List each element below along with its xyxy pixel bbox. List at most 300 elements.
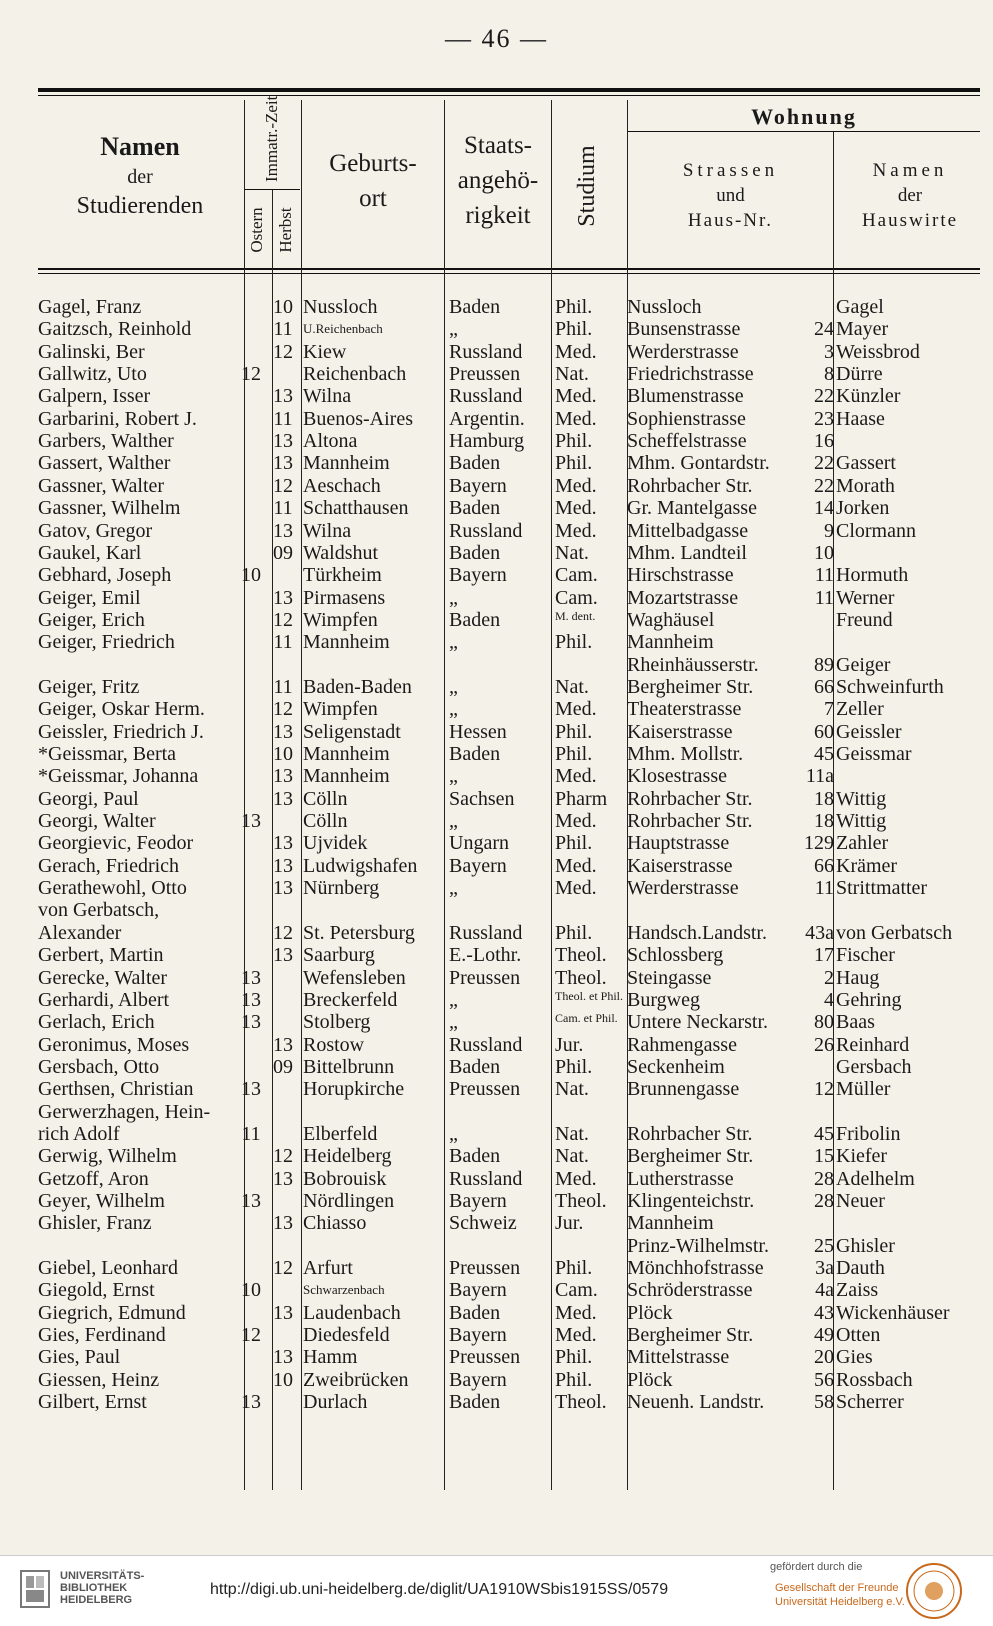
student-name: Galpern, Isser bbox=[38, 385, 151, 408]
landlord-name: Geissler bbox=[836, 720, 902, 743]
header-wirte-3: Hauswirte bbox=[861, 209, 959, 231]
table-row bbox=[0, 452, 993, 474]
immatr-herbst: 13 bbox=[273, 452, 293, 475]
table-row bbox=[0, 810, 993, 832]
immatr-herbst: 13 bbox=[273, 765, 293, 788]
table-row bbox=[0, 1257, 993, 1279]
study-field: Med. bbox=[555, 765, 597, 788]
header-rule-thin bbox=[38, 273, 980, 274]
study-field: Med. bbox=[555, 1324, 597, 1347]
student-name: Gersbach, Otto bbox=[38, 1055, 160, 1078]
study-field: Med. bbox=[555, 877, 597, 900]
table-row bbox=[0, 609, 993, 631]
student-name: Gerlach, Erich bbox=[38, 1011, 155, 1034]
street: Bergheimer Str. bbox=[627, 675, 754, 698]
house-number: 45 bbox=[814, 1122, 834, 1145]
house-number: 12 bbox=[814, 1078, 834, 1101]
nationality: Russland bbox=[449, 1033, 523, 1056]
house-number: 129 bbox=[804, 832, 834, 855]
immatr-herbst: 13 bbox=[273, 430, 293, 453]
landlord-name: Müller bbox=[836, 1078, 891, 1101]
house-number: 3 bbox=[824, 340, 834, 363]
street: Klingenteichstr. bbox=[627, 1190, 755, 1212]
street: Brunnengasse bbox=[627, 1078, 740, 1101]
table-row bbox=[0, 698, 993, 720]
house-number: 16 bbox=[814, 430, 834, 453]
street: Scheffelstrasse bbox=[627, 430, 747, 453]
birthplace: Schwarzenbach bbox=[303, 1282, 385, 1298]
street: Rohrbacher Str. bbox=[627, 1122, 753, 1145]
street: Plöck bbox=[627, 1301, 673, 1324]
table-row bbox=[0, 385, 993, 407]
student-name: Gerach, Friedrich bbox=[38, 854, 180, 877]
student-name: Gies, Paul bbox=[38, 1346, 121, 1369]
nationality: „ bbox=[449, 698, 458, 721]
table-row bbox=[0, 877, 993, 899]
study-field: Nat. bbox=[555, 363, 589, 386]
street: Rohrbacher Str. bbox=[627, 810, 753, 833]
nationality: Baden bbox=[449, 1055, 501, 1078]
immatr-ostern: 12 bbox=[241, 1324, 261, 1347]
student-name: Getzoff, Aron bbox=[38, 1167, 149, 1190]
table-row bbox=[0, 1391, 993, 1413]
nationality: Preussen bbox=[449, 1078, 521, 1101]
study-field: Phil. bbox=[555, 1368, 593, 1391]
immatr-herbst: 13 bbox=[273, 519, 293, 542]
street: Mhm. Landteil bbox=[627, 541, 747, 564]
table-row bbox=[0, 296, 993, 318]
street: Hauptstrasse bbox=[627, 832, 730, 855]
landlord-name: Wittig bbox=[836, 787, 887, 810]
nationality: Russland bbox=[449, 385, 523, 408]
header-namen-title: Namen bbox=[100, 132, 180, 161]
street: Waghäusel bbox=[627, 608, 715, 631]
landlord-name: Strittmatter bbox=[836, 877, 928, 900]
library-line-3: HEIDELBERG bbox=[60, 1594, 133, 1606]
nationality: „ bbox=[449, 810, 458, 833]
birthplace: Wimpfen bbox=[303, 608, 378, 631]
immatr-herbst: 12 bbox=[273, 474, 293, 497]
society-line-2: Universität Heidelberg e.V. bbox=[775, 1596, 905, 1608]
study-field: Jur. bbox=[555, 1212, 584, 1235]
header-wohnung: Wohnung bbox=[751, 104, 857, 129]
immatr-herbst: 11 bbox=[273, 318, 293, 341]
house-number: 28 bbox=[814, 1167, 834, 1190]
landlord-name: Gehring bbox=[836, 988, 902, 1011]
house-number: 8 bbox=[824, 363, 834, 386]
landlord-name: Weissbrod bbox=[836, 340, 920, 363]
header-ostern: Ostern bbox=[247, 207, 266, 253]
study-field: Nat. bbox=[555, 541, 589, 564]
student-name: Garbers, Walther bbox=[38, 430, 174, 453]
nationality: „ bbox=[449, 631, 458, 654]
house-number: 26 bbox=[814, 1033, 834, 1056]
birthplace: Laudenbach bbox=[303, 1301, 401, 1324]
header-namen-studierenden: Studierenden bbox=[76, 192, 204, 219]
student-name: Gebhard, Joseph bbox=[38, 564, 172, 587]
nationality: „ bbox=[449, 988, 458, 1011]
nationality: Russland bbox=[449, 340, 523, 363]
header-namen-der: der bbox=[127, 165, 153, 188]
birthplace: Nussloch bbox=[303, 296, 378, 318]
house-number: 24 bbox=[814, 318, 834, 341]
nationality: „ bbox=[449, 877, 458, 900]
landlord-name: Zaiss bbox=[836, 1279, 879, 1302]
house-number: 22 bbox=[814, 474, 834, 497]
immatr-herbst: 13 bbox=[273, 1167, 293, 1190]
immatr-ostern: 13 bbox=[241, 1391, 261, 1414]
study-field: Nat. bbox=[555, 675, 589, 698]
immatr-herbst: 13 bbox=[273, 1212, 293, 1235]
student-name: Georgi, Walter bbox=[38, 810, 156, 833]
street: Gr. Mantelgasse bbox=[627, 497, 757, 520]
student-name: von Gerbatsch, bbox=[38, 899, 160, 922]
street: Rohrbacher Str. bbox=[627, 474, 753, 497]
street: Bunsenstrasse bbox=[627, 318, 741, 341]
study-field: Med. bbox=[555, 1301, 597, 1324]
table-row bbox=[0, 564, 993, 586]
table-row bbox=[0, 497, 993, 519]
immatr-herbst: 13 bbox=[273, 720, 293, 743]
immatr-herbst: 09 bbox=[273, 1055, 293, 1078]
nationality: Baden bbox=[449, 541, 501, 564]
table-row bbox=[0, 1078, 993, 1100]
birthplace: Cölln bbox=[303, 810, 348, 833]
birthplace: Arfurt bbox=[303, 1257, 353, 1280]
student-name: Georgievic, Feodor bbox=[38, 832, 194, 855]
house-number: 11 bbox=[814, 564, 834, 587]
nationality: Baden bbox=[449, 608, 501, 631]
house-number: 14 bbox=[814, 497, 834, 520]
study-field: Pharm bbox=[555, 787, 608, 810]
header-staats-2: angehö- bbox=[457, 166, 539, 194]
table-row bbox=[0, 430, 993, 452]
nationality: „ bbox=[449, 765, 458, 788]
birthplace: Ludwigshafen bbox=[303, 854, 418, 877]
landlord-name: Fischer bbox=[836, 944, 895, 967]
immatr-herbst: 11 bbox=[273, 631, 293, 654]
study-field: Phil. bbox=[555, 1055, 593, 1078]
street: Handsch.Landstr. bbox=[627, 921, 767, 944]
study-field: Med. bbox=[555, 519, 597, 542]
birthplace: Wefensleben bbox=[303, 966, 406, 989]
landlord-name: Neuer bbox=[836, 1190, 885, 1212]
birthplace: Wimpfen bbox=[303, 698, 378, 721]
student-name: rich Adolf bbox=[38, 1122, 120, 1145]
table-row bbox=[0, 832, 993, 854]
table-row bbox=[0, 520, 993, 542]
landlord-name: Dürre bbox=[836, 363, 883, 386]
nationality: Hamburg bbox=[449, 430, 525, 453]
birthplace: Hamm bbox=[303, 1346, 358, 1369]
house-number: 89 bbox=[814, 653, 834, 676]
study-field: Med. bbox=[555, 698, 597, 721]
birthplace: Zweibrücken bbox=[303, 1368, 409, 1391]
house-number: 18 bbox=[814, 787, 834, 810]
immatr-herbst: 11 bbox=[273, 675, 293, 698]
student-name: Geiger, Fritz bbox=[38, 675, 140, 698]
header-wirte-2: der bbox=[897, 184, 923, 206]
immatr-herbst: 12 bbox=[273, 698, 293, 721]
landlord-name: Zeller bbox=[836, 698, 884, 721]
study-field: Nat. bbox=[555, 1078, 589, 1101]
immatr-ostern: 13 bbox=[241, 810, 261, 833]
study-field: Theol. bbox=[555, 944, 607, 967]
header-rule bbox=[38, 268, 980, 270]
house-number: 43a bbox=[805, 921, 834, 944]
nationality: Bayern bbox=[449, 474, 507, 497]
birthplace: Rostow bbox=[303, 1033, 365, 1056]
nationality: E.-Lothr. bbox=[449, 944, 522, 967]
nationality: Baden bbox=[449, 1391, 501, 1414]
study-field: Cam. et Phil. bbox=[555, 1011, 618, 1026]
table-row bbox=[0, 408, 993, 430]
house-number: 43 bbox=[814, 1301, 834, 1324]
funded-by-text: gefördert durch die bbox=[770, 1561, 863, 1573]
birthplace: Mannheim bbox=[303, 743, 390, 765]
house-number: 10 bbox=[814, 541, 834, 564]
table-row bbox=[0, 1123, 993, 1145]
nationality: „ bbox=[449, 675, 458, 698]
student-name: Gerathewohl, Otto bbox=[38, 877, 187, 900]
table-row bbox=[0, 721, 993, 743]
table-row bbox=[0, 1279, 993, 1301]
street: Friedrichstrasse bbox=[627, 363, 754, 386]
immatr-ostern: 13 bbox=[241, 1190, 261, 1212]
street: Mönchhofstrasse bbox=[627, 1257, 764, 1280]
header-staats-3: rigkeit bbox=[465, 201, 531, 229]
table-row bbox=[0, 1190, 993, 1212]
immatr-herbst: 13 bbox=[273, 854, 293, 877]
nationality: Baden bbox=[449, 497, 501, 520]
study-field: Nat. bbox=[555, 1122, 589, 1145]
nationality: Bayern bbox=[449, 1190, 507, 1212]
street: Untere Neckarstr. bbox=[627, 1011, 769, 1034]
immatr-herbst: 13 bbox=[273, 787, 293, 810]
header-herbst: Herbst bbox=[276, 207, 295, 253]
street: Mhm. Mollstr. bbox=[627, 743, 744, 765]
birthplace: Stolberg bbox=[303, 1011, 371, 1034]
landlord-name: Morath bbox=[836, 474, 895, 497]
student-name: Gassner, Wilhelm bbox=[38, 497, 181, 520]
birthplace: Mannheim bbox=[303, 631, 390, 654]
landlord-name: Kiefer bbox=[836, 1145, 888, 1168]
street: Burgweg bbox=[627, 988, 700, 1011]
student-name: Alexander bbox=[38, 921, 122, 944]
study-field: Med. bbox=[555, 340, 597, 363]
landlord-name: Wickenhäuser bbox=[836, 1301, 950, 1324]
immatr-herbst: 12 bbox=[273, 340, 293, 363]
landlord-name: Wittig bbox=[836, 810, 887, 833]
street: Werderstrasse bbox=[627, 340, 739, 363]
immatr-herbst: 13 bbox=[273, 385, 293, 408]
study-field: Phil. bbox=[555, 921, 593, 944]
nationality: Bayern bbox=[449, 854, 507, 877]
street: Sophienstrasse bbox=[627, 407, 746, 430]
study-field: Theol. bbox=[555, 1190, 607, 1212]
street: Mittelstrasse bbox=[627, 1346, 730, 1369]
table-row bbox=[0, 989, 993, 1011]
street: Rahmengasse bbox=[627, 1033, 737, 1056]
library-line-1: UNIVERSITÄTS- bbox=[60, 1570, 145, 1582]
nationality: Russland bbox=[449, 921, 523, 944]
nationality: Bayern bbox=[449, 1279, 507, 1302]
street: Rheinhäusserstr. bbox=[627, 653, 759, 676]
source-url[interactable]: http://digi.ub.uni-heidelberg.de/diglit/UA1910WSbis1915SS/0579 bbox=[210, 1581, 669, 1598]
landlord-name: Otten bbox=[836, 1324, 881, 1347]
student-name: Geiger, Erich bbox=[38, 608, 145, 631]
header-strassen-3: Haus-Nr. bbox=[687, 209, 774, 231]
street: Plöck bbox=[627, 1368, 673, 1391]
table-row bbox=[0, 1346, 993, 1368]
student-name: Geissler, Friedrich J. bbox=[38, 720, 204, 743]
street: Nussloch bbox=[627, 296, 702, 318]
immatr-herbst: 13 bbox=[273, 877, 293, 900]
header-geburtsort bbox=[303, 150, 443, 214]
table-row bbox=[0, 1369, 993, 1391]
student-name: Garbarini, Robert J. bbox=[38, 407, 197, 430]
page-number: — 46 — bbox=[445, 24, 548, 53]
birthplace: Mannheim bbox=[303, 765, 390, 788]
birthplace: Altona bbox=[303, 430, 358, 453]
house-number: 4a bbox=[815, 1279, 834, 1302]
table-row bbox=[0, 1324, 993, 1346]
table-row bbox=[0, 765, 993, 787]
header-studium: Studium bbox=[574, 145, 600, 227]
library-line-2: BIBLIOTHEK bbox=[60, 1582, 128, 1594]
nationality: Baden bbox=[449, 452, 501, 475]
house-number: 3a bbox=[815, 1257, 834, 1280]
society-line-1: Gesellschaft der Freunde bbox=[775, 1582, 899, 1594]
immatr-ostern: 13 bbox=[241, 988, 261, 1011]
house-number: 17 bbox=[814, 944, 834, 967]
student-name: Gerecke, Walter bbox=[38, 966, 168, 989]
birthplace: Wilna bbox=[303, 519, 352, 542]
landlord-name: Mayer bbox=[836, 318, 889, 341]
nationality: Argentin. bbox=[449, 407, 525, 430]
birthplace: St. Petersburg bbox=[303, 921, 415, 944]
street: Prinz-Wilhelmstr. bbox=[627, 1234, 769, 1257]
house-number: 7 bbox=[824, 698, 834, 721]
nationality: Preussen bbox=[449, 966, 521, 989]
immatr-herbst: 12 bbox=[273, 1257, 293, 1280]
study-field: Med. bbox=[555, 854, 597, 877]
student-name: Gassert, Walther bbox=[38, 452, 171, 475]
street: Bergheimer Str. bbox=[627, 1145, 754, 1168]
study-field: Phil. bbox=[555, 1257, 593, 1280]
student-name: Gies, Ferdinand bbox=[38, 1324, 166, 1347]
house-number: 23 bbox=[814, 407, 834, 430]
top-rule bbox=[38, 88, 980, 92]
immatr-herbst: 12 bbox=[273, 921, 293, 944]
table-row bbox=[0, 922, 993, 944]
university-seal-icon bbox=[905, 1562, 963, 1620]
nationality: Schweiz bbox=[449, 1212, 517, 1235]
landlord-name: Jorken bbox=[836, 497, 890, 520]
nationality: Hessen bbox=[449, 720, 507, 743]
study-field: Phil. bbox=[555, 720, 593, 743]
landlord-name: Rossbach bbox=[836, 1368, 913, 1391]
birthplace: Diedesfeld bbox=[303, 1324, 390, 1347]
study-field: Theol. et Phil. bbox=[555, 988, 623, 1003]
landlord-name: Dauth bbox=[836, 1257, 885, 1280]
student-name: Ghisler, Franz bbox=[38, 1212, 152, 1235]
landlord-name: Baas bbox=[836, 1011, 875, 1034]
study-field: Jur. bbox=[555, 1033, 584, 1056]
street: Seckenheim bbox=[627, 1055, 725, 1078]
footer bbox=[0, 1555, 993, 1626]
landlord-name: Scherrer bbox=[836, 1391, 904, 1414]
table-row bbox=[0, 944, 993, 966]
nationality: Preussen bbox=[449, 1346, 521, 1369]
study-field: Med. bbox=[555, 810, 597, 833]
street: Werderstrasse bbox=[627, 877, 739, 900]
immatr-ostern: 13 bbox=[241, 1011, 261, 1034]
student-name: Gassner, Walter bbox=[38, 474, 165, 497]
immatr-herbst: 13 bbox=[273, 1033, 293, 1056]
table-row bbox=[0, 676, 993, 698]
immatr-herbst: 10 bbox=[273, 1368, 293, 1391]
landlord-name: Gies bbox=[836, 1346, 873, 1369]
birthplace: Bobrouisk bbox=[303, 1167, 387, 1190]
table-row bbox=[0, 788, 993, 810]
student-name: Gerthsen, Christian bbox=[38, 1078, 194, 1101]
student-name: Gerbert, Martin bbox=[38, 944, 164, 967]
birthplace: Türkheim bbox=[303, 564, 382, 587]
table-row bbox=[0, 341, 993, 363]
study-field: Cam. bbox=[555, 1279, 598, 1302]
header-strassen bbox=[628, 160, 833, 232]
library-logo-text bbox=[60, 1570, 144, 1606]
landlord-name: Clormann bbox=[836, 519, 916, 542]
header-wirte-1: Namen bbox=[872, 160, 948, 181]
library-emblem-icon bbox=[20, 1570, 50, 1608]
landlord-name: Ghisler bbox=[836, 1234, 895, 1257]
immatr-ostern: 12 bbox=[241, 363, 261, 386]
birthplace: Durlach bbox=[303, 1391, 368, 1414]
landlord-name: Gagel bbox=[836, 296, 884, 318]
immatr-ostern: 13 bbox=[241, 966, 261, 989]
landlord-name: Haug bbox=[836, 966, 880, 989]
table-row bbox=[0, 587, 993, 609]
house-number: 15 bbox=[814, 1145, 834, 1168]
header-geburtsort-2: ort bbox=[359, 184, 387, 212]
landlord-name: von Gerbatsch bbox=[836, 921, 953, 944]
study-field: Med. bbox=[555, 385, 597, 408]
header-wirte bbox=[835, 160, 985, 232]
house-number: 2 bbox=[824, 966, 834, 989]
house-number: 20 bbox=[814, 1346, 834, 1369]
nationality: Bayern bbox=[449, 1368, 507, 1391]
street: Klosestrasse bbox=[627, 765, 727, 788]
birthplace: Chiasso bbox=[303, 1212, 367, 1235]
landlord-name: Schweinfurth bbox=[836, 675, 944, 698]
birthplace: Bittelbrunn bbox=[303, 1055, 395, 1078]
house-number: 25 bbox=[814, 1234, 834, 1257]
immatr-herbst: 13 bbox=[273, 586, 293, 609]
birthplace: Schatthausen bbox=[303, 497, 409, 520]
street: Neuenh. Landstr. bbox=[627, 1391, 765, 1414]
birthplace: Buenos-Aires bbox=[303, 407, 413, 430]
top-rule-thin bbox=[38, 95, 980, 96]
immatr-ostern: 10 bbox=[241, 564, 261, 587]
header-staats bbox=[446, 132, 550, 230]
street: Schröderstrasse bbox=[627, 1279, 753, 1302]
birthplace: U.Reichenbach bbox=[303, 321, 383, 337]
study-field: Phil. bbox=[555, 296, 593, 318]
birthplace: Cölln bbox=[303, 787, 348, 810]
student-name: *Geissmar, Johanna bbox=[38, 765, 199, 788]
